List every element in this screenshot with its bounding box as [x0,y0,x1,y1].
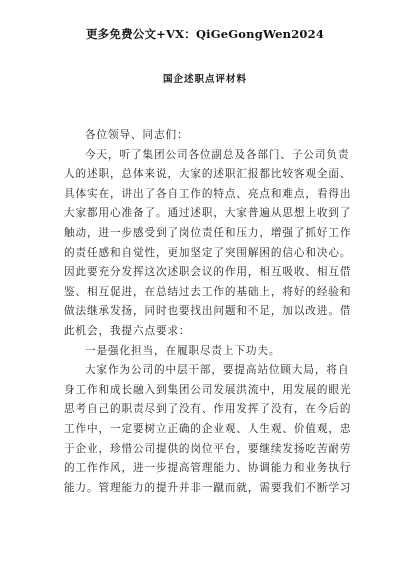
body-line: 触动，进一步感受到了岗位责任和压力，增强了抓好工作 [64,226,352,239]
body-line: 于企业，珍惜公司提供的岗位平台，要继续发扬吃苦耐劳 [64,442,352,455]
body-line: 因此要充分发挥这次述职会议的作用，相互吸收、相互借 [64,266,352,279]
body-line: 鉴、相互促进，在总结过去工作的基础上，将好的经验和 [64,285,352,298]
body-line: 此机会，我提六点要求： [64,324,191,337]
body-line: 做法继承发扬，同时也要找出问题和不足，加以改进。借 [64,305,352,318]
promo-banner: 更多免费公文+VX：QiGeGongWen2024 [85,27,325,41]
body-line: 的工作作风，进一步提高管理能力、协调能力和业务执行 [64,462,352,475]
document-body [64,126,352,498]
body-line: 工作中，一定要树立正确的企业观、人生观、价值观，忠 [64,422,352,435]
body-line: 的责任感和自觉性，更加坚定了突围解困的信心和决心。 [64,246,352,259]
document-title: 国企述职点评材料 [162,74,247,85]
body-line: 大家都用心准备了。通过述职，大家普遍从思想上收到了 [64,207,352,220]
body-line: 各位领导、同志们： [85,129,189,141]
body-line: 身工作和成长融入到集团公司发展洪流中，用发展的眼光 [64,383,352,396]
body-line: 今天，听了集团公司各位副总及各部门、子公司负责 [85,148,350,161]
body-line: 能力。管理能力的提升并非一蹴而就，需要我们不断学习 [64,481,352,494]
body-line: 人的述职，总体来说，大家的述职汇报都比较客观全面、 [64,168,352,181]
body-line: 一是强化担当，在履职尽责上下功夫。 [85,344,281,357]
body-line: 具体实在，讲出了各自工作的特点、亮点和难点，看得出 [64,187,352,200]
body-line: 思考自己的职责尽到了没有、作用发挥了没有，在今后的 [64,403,352,416]
body-line: 大家作为公司的中层干部，要提高站位顾大局，将自 [85,364,350,377]
